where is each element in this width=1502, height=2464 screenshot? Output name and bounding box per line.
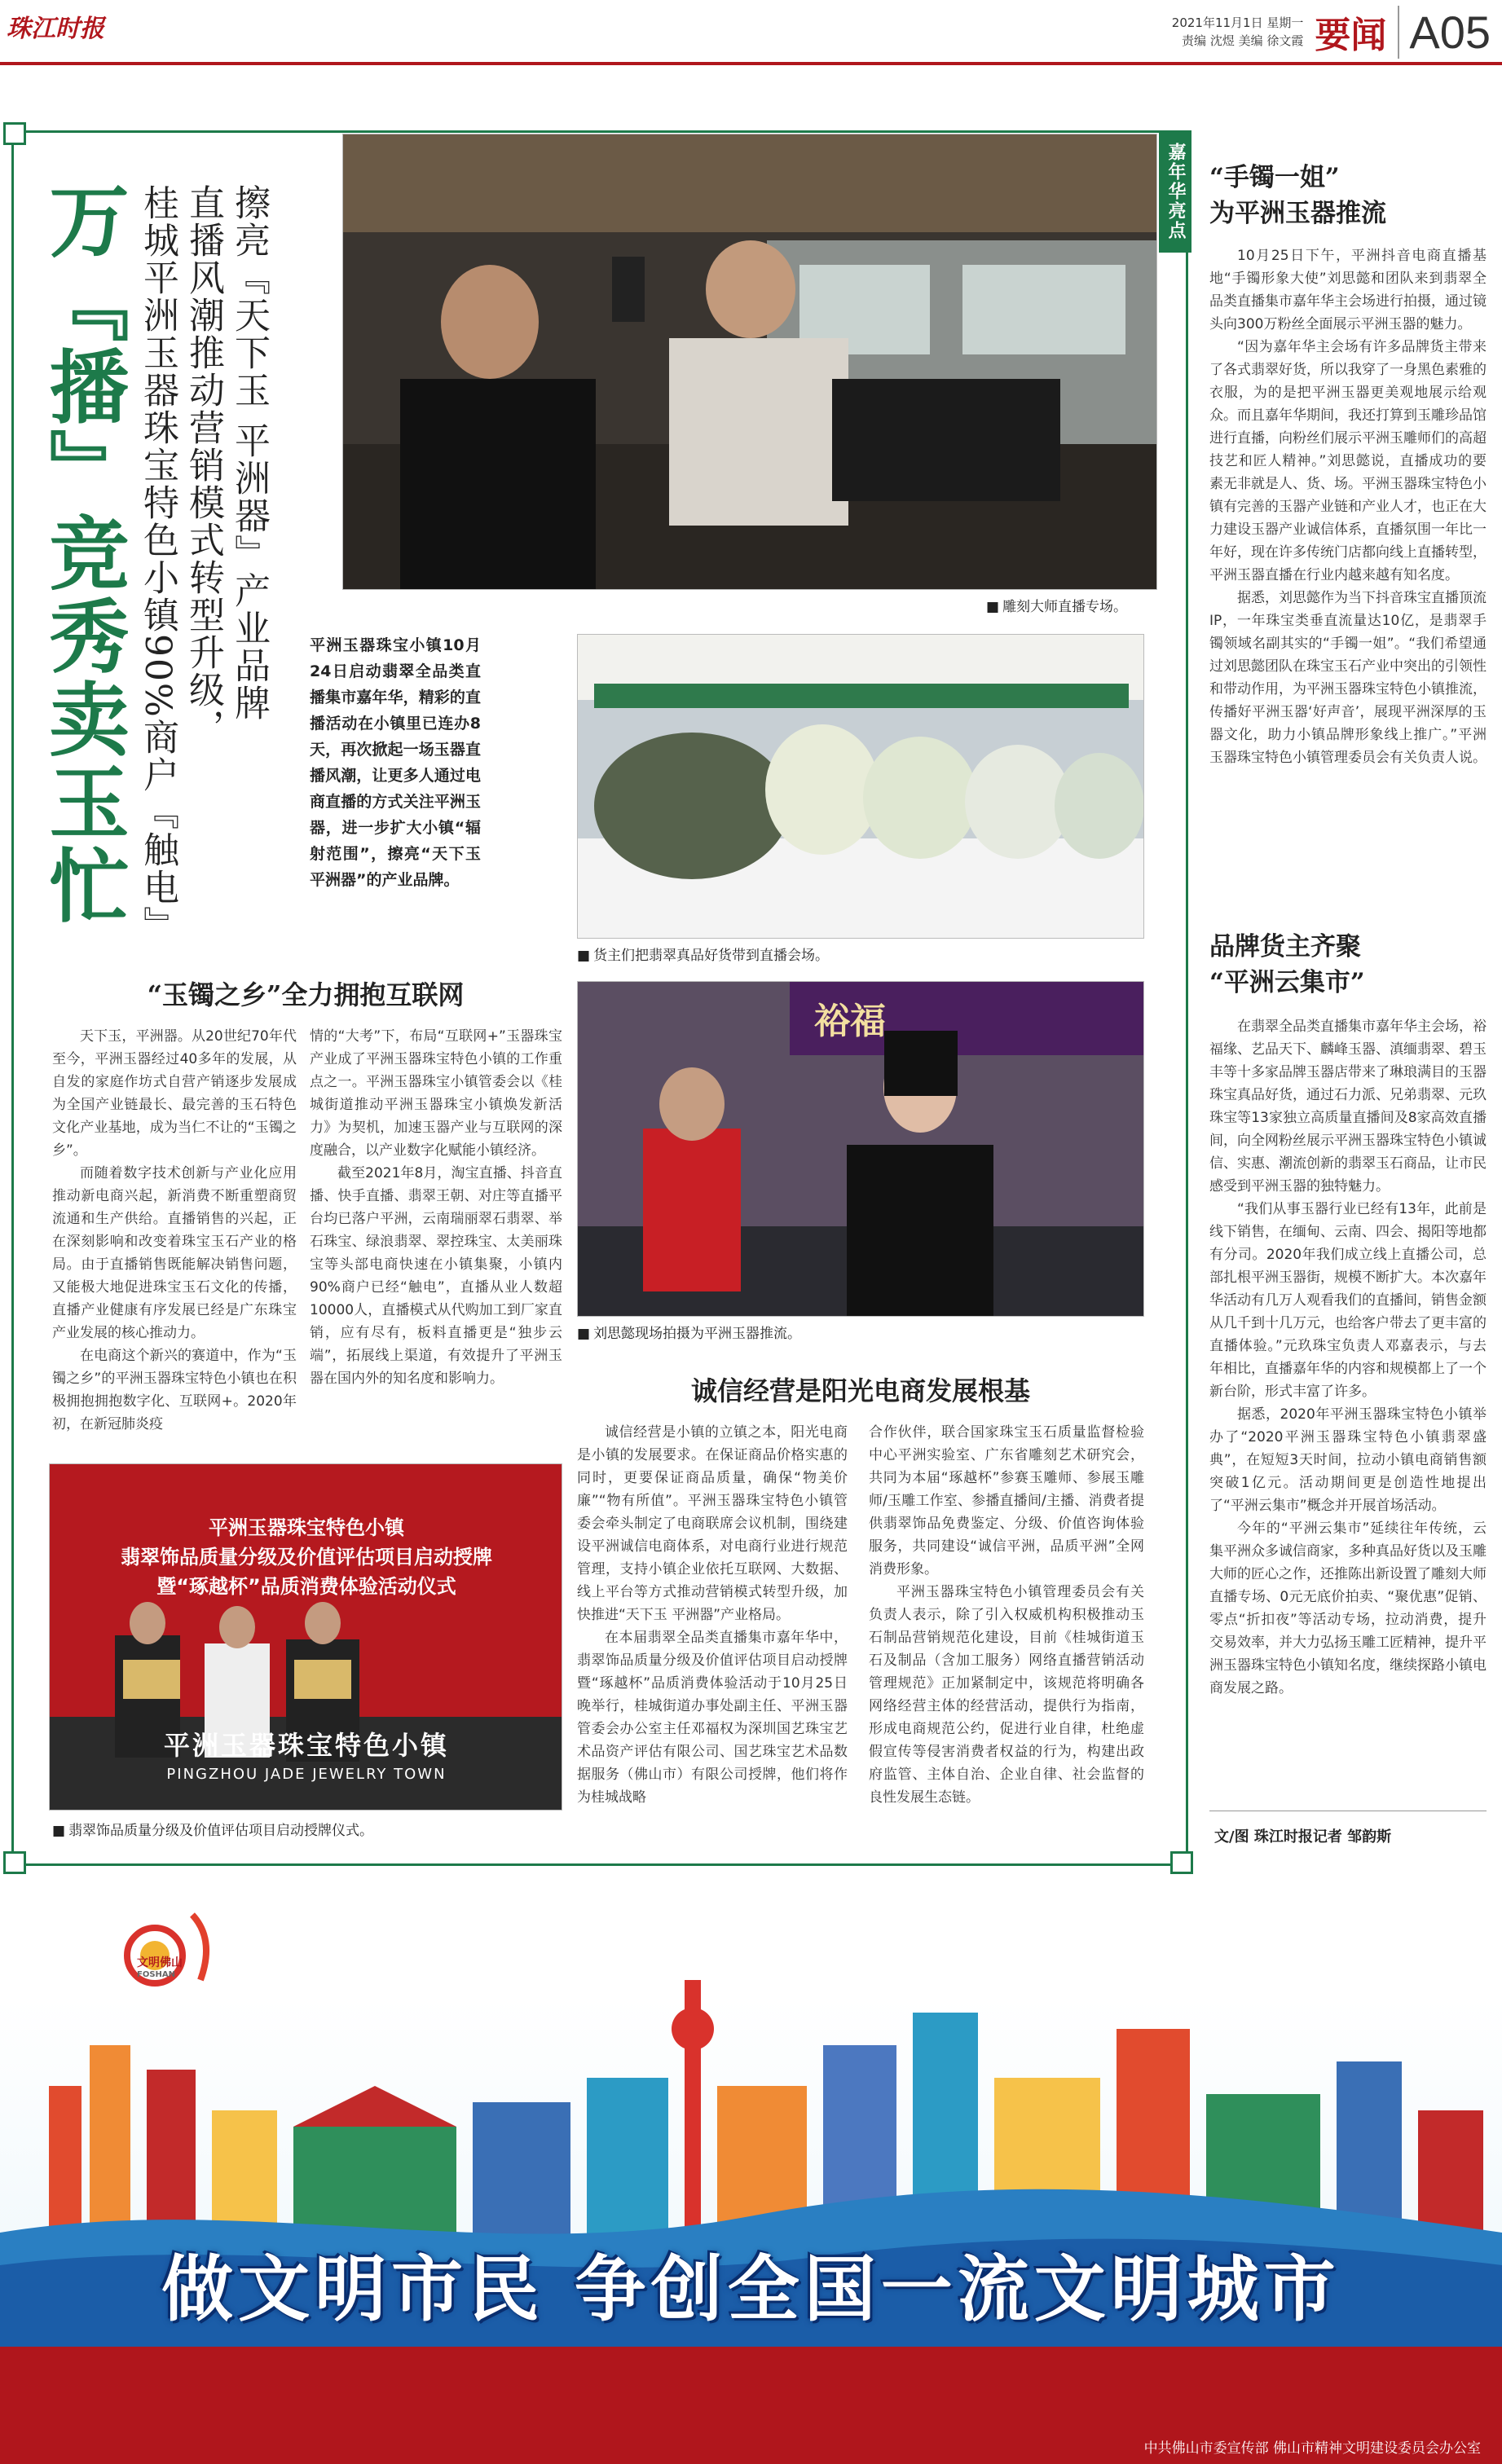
paragraph: 在电商这个新兴的赛道中，作为“玉镯之乡”的平洲玉器珠宝特色小镇也在积极拥抱拥抱数字化、互联网+。2020年初，在新冠肺炎疫 [52, 1348, 297, 1432]
paragraph: 情的“大考”下，布局“互联网+”玉器珠宝产业成了平洲玉器珠宝特色小镇的工作重点之一。平洲玉器珠宝小镇管委会以《桂城街道推动平洲玉器珠宝小镇焕发新活力》为契机，加速玉器产业与互联网的深度融合，以产业数字化赋能小镇经济。 [310, 1028, 562, 1159]
backdrop-line: 平洲玉器珠宝特色小镇 [209, 1516, 404, 1539]
paragraph: 诚信经营是小镇的立镇之本，阳光电商是小镇的发展要求。在保证商品价格实惠的同时，更要保证商品质量，确保“物美价廉”“物有所值”。平洲玉器珠宝特色小镇管委会牵头制定了电商联席会议机制，围绕建设平洲诚信电商体系，对电商行业进行规范管理，支持小镇企业依托互联网、大数据、线上平台等方式推动营销模式转型升级，加快推进“天下玉 平洲器”产业格局。 [577, 1424, 848, 1623]
section-heading: “玉镯之乡”全力拥抱互联网 [147, 979, 465, 1010]
sub-headline-2: 直播风潮推动营销模式转型升级， [183, 184, 224, 746]
paragraph: 10月25日下午，平洲抖音电商直播基地“手镯形象大使”刘思懿和团队来到翡翠全品类直播集市嘉年华主会场进行拍摄，通过镜头向300万粉丝全面展示平洲玉器的魅力。 [1209, 248, 1487, 332]
heading-line: “平洲云集市” [1209, 968, 1365, 997]
photo-jade-display-image [578, 635, 1144, 939]
heading-line: 品牌货主齐聚 [1209, 932, 1361, 961]
main-headline: 万『播』竞秀卖玉忙 [36, 179, 130, 927]
photo-caption: ■ 雕刻大师直播专场。 [986, 595, 1127, 615]
paragraph: 今年的“平洲云集市”延续往年传统，云集平洲众多诚信商家，多种真品好货以及玉雕大师的匠心之作，还推陈出新设置了雕刻大师直播专场、0元无底价拍卖、“聚优惠”促销、零点“折扣夜”等活动专场，拉动消费，提升交易效率，并大力弘扬玉雕工匠精神，提升平洲玉器珠宝特色小镇知名度，继续探路小镇电商发展之路。 [1209, 1520, 1487, 1696]
paragraph: 在本届翡翠全品类直播集市嘉年华中，翡翠饰品质量分级及价值评估项目启动授牌暨“琢越杯”品质消费体验活动于10月25日晚举行，桂城街道办事处副主任、平洲玉器管委会办公室主任邓福权为深圳国艺珠宝艺术品资产评估有限公司、国艺珠宝艺术品数据服务（佛山市）有限公司授牌，他们将作为桂城战略 [577, 1630, 848, 1806]
backdrop-line: 暨“琢越杯”品质消费体验活动仪式 [156, 1575, 456, 1598]
paragraph: “因为嘉年华主会场有许多品牌货主带来了各式翡翠好货，所以我穿了一身黑色素雅的衣服，为的是把平洲玉器更美观地展示给观众。而且嘉年华期间，我还打算到玉雕珍品馆进行直播，向粉丝们展示平洲玉雕师们的高超技艺和匠人精神。”刘思懿说，直播成功的要素无非就是人、货、场。平洲玉器珠宝特色小镇有完善的玉器产业链和产业人才，也正在大力建设玉器产业诚信体系，直播氛围一年比一年好，现在许多传统门店都向线上直播转型，平洲玉器直播在行业内越来越有知名度。 [1209, 339, 1487, 583]
sidebar-story-2 [1209, 1015, 1487, 1700]
issue-date: 2021年11月1日 星期一 [1171, 15, 1304, 30]
booth-sign: 裕福 [814, 1001, 886, 1042]
paragraph: 平洲玉器珠宝特色小镇管理委员会有关负责人表示，除了引入权威机构积极推动玉石制品营销规范化建设，目前《桂城街道玉石及制品（含加工服务）网络直播营销活动管理规范》正加紧制定中，该规范将明确各网络经营主体的经营活动，提供行为指南，形成电商规范公约，促进行业自律，杜绝虚假宣传等侵害消费者权益的行为，构建出政府监管、主体自治、企业自律、社会监督的良性发展生态链。 [869, 1584, 1144, 1806]
sidebar-story-1 [1209, 244, 1487, 769]
header-rule [0, 62, 1502, 65]
section1-column-2 [310, 1025, 562, 1390]
paragraph: “我们从事玉器行业已经有13年，此前是线下销售，在缅甸、云南、四会、揭阳等地都有分司。2020年我们成立线上直播公司，总部扎根平洲玉器街，规模不断扩大。本次嘉年华活动有几万人观看我们的直播间，销售金额从几千到十几万元，也给客户带去了更丰富的直播体验。”元玖珠宝负责人邓嘉表示，与去年相比，直播嘉年华的内容和规模都上了一个新台阶，形式丰富了许多。 [1209, 1201, 1487, 1400]
editors-line: 责编 沈煜 美编 徐文霞 [1182, 33, 1304, 48]
paragraph: 在翡翠全品类直播集市嘉年华主会场，裕福缘、艺品天下、麟峰玉器、滇缅翡翠、碧玉丰等十多家品牌玉器店带来了琳琅满目的玉器珠宝真品好货，通过石力派、兄弟翡翠、元玖珠宝等13家独立高质量直播间及8家高效直播间，向全网粉丝展示平洲玉器珠宝特色小镇诚信、实惠、潮流创新的翡翠玉石商品，让市民感受到平洲玉器的独特魅力。 [1209, 1019, 1487, 1195]
logo-cn: 文明佛山 [137, 1956, 183, 1969]
masthead: 珠江时报 [7, 15, 104, 43]
photo-caption: ■ 刘思懿现场拍摄为平洲玉器推流。 [577, 1322, 801, 1342]
header-meta [1172, 14, 1304, 50]
town-sign [50, 1725, 562, 1783]
section2-column-1 [577, 1421, 848, 1809]
photo-master-livestream-image [343, 134, 1157, 590]
sub-headline-3: 桂城平洲玉器珠宝特色小镇90%商户『触电』 [137, 184, 178, 944]
photo-host-filming [577, 981, 1144, 1317]
paragraph: 据悉，2020年平洲玉器珠宝特色小镇举办了“2020平洲玉器珠宝特色小镇翡翠盛典”，在短短3天时间，拉动小镇电商销售额突破1亿元。活动期间更是创造性地提出了“平洲云集市”概念并开展首场活动。 [1209, 1406, 1487, 1514]
photo-caption: ■ 翡翠饰品质量分级及价值评估项目启动授牌仪式。 [52, 1819, 373, 1839]
paragraph: 天下玉，平洲器。从20世纪70年代至今，平洲玉器经过40多年的发展，从自发的家庭作坊式自营产销逐步发展成为全国产业链最长、最完善的玉石特色文化产业基地，成为当仁不让的“玉镯之乡”。 [52, 1028, 297, 1159]
photo-master-livestream [342, 134, 1157, 590]
byline: 文/图 珠江时报记者 邹韵斯 [1214, 1828, 1392, 1846]
photo-award-ceremony [49, 1463, 562, 1811]
sidebar-heading-2 [1209, 929, 1487, 1001]
paragraph: 而随着数字技术创新与产业化应用推动新电商兴起，新消费不断重塑商贸流通和生产供给。直播销售的兴起，正在深刻影响和改变着珠宝玉石产业的格局。由于直播销售既能解决销售问题，又能极大地促进珠宝玉石文化的传播，直播产业健康有序发展已经是广东珠宝产业发展的核心推动力。 [52, 1165, 297, 1341]
civic-slogan: 做文明市民 争创全国一流文明城市 [161, 2246, 1341, 2331]
sidebar-heading-1 [1209, 160, 1487, 231]
logo-en: FOSHAN [137, 1970, 176, 1979]
sub-headline-1: 擦亮『天下玉 平洲器』产业品牌 [228, 184, 270, 722]
lead-paragraph: 平洲玉器珠宝小镇10月24日启动翡翠全品类直播集市嘉年华，精彩的直播活动在小镇里已连办8天，再次掀起一场玉器直播风潮，让更多人通过电商直播的方式关注平洲玉器，进一步扩大小镇“辐射范围”，擦亮“天下玉 平洲器”的产业品牌。 [310, 636, 481, 889]
page-number: A05 [1398, 6, 1491, 59]
town-sign-en: PINGZHOU JADE JEWELRY TOWN [166, 1766, 447, 1783]
section-name: 要闻 [1315, 15, 1387, 56]
paragraph: 截至2021年8月，淘宝直播、抖音直播、快手直播、翡翠王朝、对庄等直播平台均已落户平洲，云南瑞丽翠石翡翠、举石珠宝、绿浪翡翠、翠控珠宝、太美丽珠宝等头部电商快速在小镇集聚，小镇内90%商户已经“触电”，直播从业人数超10000人，直播模式从代购加工到厂家直销，应有尽有，板料直播更是“独步云端”，拓展线上渠道，有效提升了平洲玉器在国内外的知名度和影响力。 [310, 1165, 562, 1387]
town-sign-cn: 平洲玉器珠宝特色小镇 [163, 1730, 449, 1761]
frame-corner [3, 1851, 26, 1874]
banner-credit: 中共佛山市委宣传部 佛山市精神文明建设委员会办公室 [1143, 2440, 1481, 2457]
civic-logo-text [137, 1954, 183, 1979]
photo-caption: ■ 货主们把翡翠真品好货带到直播会场。 [577, 944, 829, 964]
heading-line: 为平洲玉器推流 [1209, 199, 1386, 228]
section1-column-1 [52, 1025, 297, 1436]
section2-column-2 [869, 1421, 1144, 1809]
sidebar-tag: 嘉年华亮点 [1159, 130, 1191, 253]
frame-corner [3, 122, 26, 145]
photo-jade-display [577, 634, 1144, 939]
heading-line: “手镯一姐” [1209, 163, 1340, 192]
backdrop-line: 翡翠饰品质量分级及价值评估项目启动授牌 [121, 1546, 492, 1569]
paragraph: 据悉，刘思懿作为当下抖音珠宝直播顶流IP，一年珠宝类垂直流量达10亿，是翡翠手镯领域名副其实的“手镯一姐”。“我们希望通过刘思懿团队在珠宝玉石产业中突出的引领性和带动作用，为平洲玉器珠宝特色小镇推流，传播好平洲玉器‘好声音’，展现平洲深厚的玉器文化，助力小镇品牌形象线上推广。”平洲玉器珠宝特色小镇管理委员会有关负责人说。 [1209, 590, 1487, 766]
ceremony-backdrop-text [50, 1513, 562, 1601]
paragraph: 合作伙伴，联合国家珠宝玉石质量监督检验中心平洲实验室、广东省雕刻艺术研究会，共同为本届“琢越杯”参赛玉雕师、参展玉雕师/玉雕工作室、参播直播间/主播、消费者提供翡翠饰品免费鉴定、分级、价值咨询体验服务，共同建设“诚信平洲，品质平洲”全网消费形象。 [869, 1424, 1144, 1577]
section-heading: 诚信经营是阳光电商发展根基 [690, 1375, 1030, 1406]
frame-corner [1170, 1851, 1193, 1874]
page-header [1172, 5, 1491, 59]
